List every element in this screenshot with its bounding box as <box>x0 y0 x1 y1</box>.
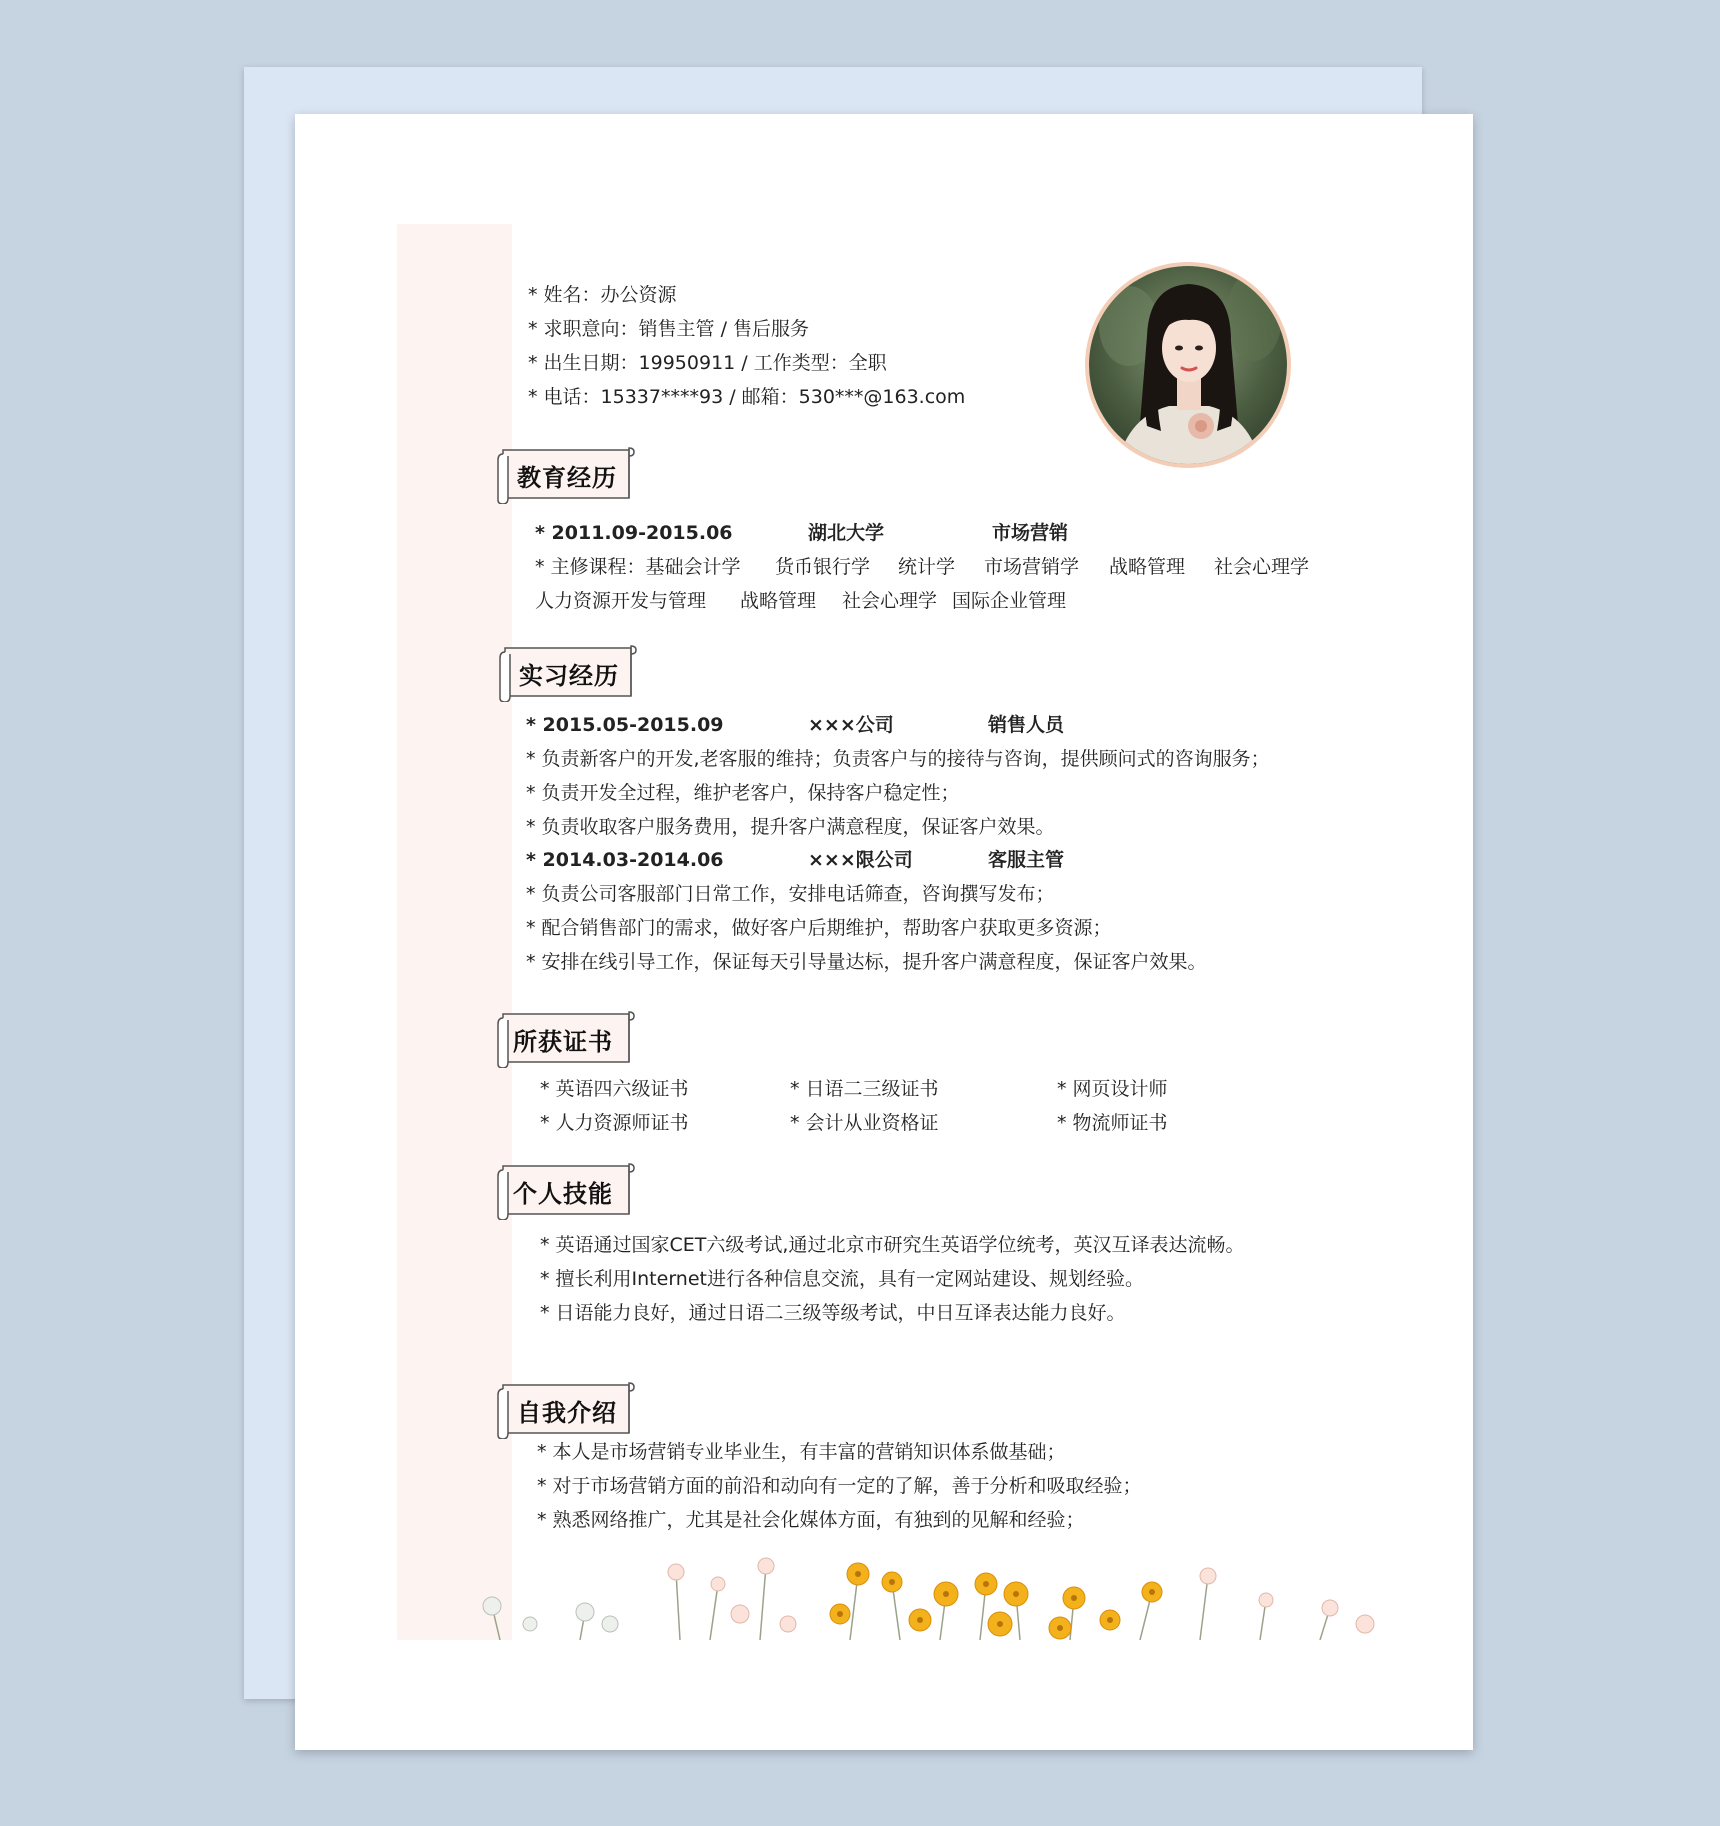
course-item: 战略管理 <box>740 590 817 612</box>
certificate-item: * 网页设计师 <box>1057 1078 1168 1100</box>
job2-duty: * 安排在线引导工作，保证每天引导量达标，提升客户满意程度，保证客户效果。 <box>526 951 1207 973</box>
skill-item: * 日语能力良好，通过日语二三级等级考试，中日互译表达能力良好。 <box>540 1302 1126 1324</box>
section-title-certificates: 所获证书 <box>513 1028 613 1056</box>
course-item: 市场营销学 <box>984 556 1080 578</box>
section-tab-education <box>497 446 637 504</box>
certificate-item: * 会计从业资格证 <box>790 1112 939 1134</box>
name-line: * 姓名：办公资源 <box>528 284 677 306</box>
profile-photo <box>1085 262 1291 468</box>
edu-courses-label: * 主修课程：基础会计学 <box>535 556 741 578</box>
course-item: 国际企业管理 <box>952 590 1067 612</box>
course-item: 战略管理 <box>1109 556 1186 578</box>
section-title-intro: 自我介绍 <box>517 1399 617 1427</box>
section-title-education: 教育经历 <box>517 464 617 492</box>
job1-duty: * 负责收取客户服务费用，提升客户满意程度，保证客户效果。 <box>526 816 1055 838</box>
job1-duty: * 负责新客户的开发,老客服的维持；负责客户与的接待与咨询，提供顾问式的咨询服务； <box>526 748 1270 770</box>
course-item: 社会心理学 <box>1214 556 1310 578</box>
job1-company: ×××公司 <box>808 714 894 736</box>
job2-duty: * 配合销售部门的需求，做好客户后期维护，帮助客户获取更多资源； <box>526 917 1112 939</box>
skill-item: * 英语通过国家CET六级考试,通过北京市研究生英语学位统考，英汉互译表达流畅。 <box>540 1234 1245 1256</box>
course-item: 货币银行学 <box>775 556 871 578</box>
course-item: 社会心理学 <box>842 590 938 612</box>
resume-page <box>380 224 1382 1640</box>
section-tab-intro <box>497 1381 637 1439</box>
left-decor-stripe <box>397 224 512 1640</box>
edu-school: 湖北大学 <box>808 522 885 544</box>
section-tab-certificates <box>497 1010 637 1068</box>
section-tab-internship <box>499 644 639 702</box>
job1-role: 销售人员 <box>988 714 1065 736</box>
intro-item: * 对于市场营销方面的前沿和动向有一定的了解，善于分析和吸取经验； <box>537 1475 1142 1497</box>
edu-period: * 2011.09-2015.06 <box>535 522 733 544</box>
edu-major: 市场营销 <box>992 522 1069 544</box>
skill-item: * 擅长利用Internet进行各种信息交流，具有一定网站建设、规划经验。 <box>540 1268 1144 1290</box>
section-tab-skills <box>497 1162 637 1220</box>
job2-company: ×××限公司 <box>808 849 913 871</box>
certificate-item: * 英语四六级证书 <box>540 1078 689 1100</box>
certificate-item: * 人力资源师证书 <box>540 1112 689 1134</box>
birth-line: * 出生日期：19950911 / 工作类型：全职 <box>528 352 887 374</box>
portrait-image <box>1089 266 1287 464</box>
job2-period: * 2014.03-2014.06 <box>526 849 724 871</box>
intro-item: * 熟悉网络推广，尤其是社会化媒体方面，有独到的见解和经验； <box>537 1509 1085 1531</box>
flower-decoration <box>380 1554 1382 1640</box>
course-item: 统计学 <box>898 556 956 578</box>
certificate-item: * 日语二三级证书 <box>790 1078 939 1100</box>
course-item: 人力资源开发与管理 <box>535 590 707 612</box>
job1-period: * 2015.05-2015.09 <box>526 714 724 736</box>
job1-duty: * 负责开发全过程，维护老客户，保持客户稳定性； <box>526 782 960 804</box>
intro-item: * 本人是市场营销专业毕业生，有丰富的营销知识体系做基础； <box>537 1441 1066 1463</box>
job2-duty: * 负责公司客服部门日常工作，安排电话筛查，咨询撰写发布； <box>526 883 1055 905</box>
contact-line: * 电话：15337****93 / 邮箱：530***@163.com <box>528 386 966 408</box>
section-title-internship: 实习经历 <box>519 662 619 690</box>
job2-role: 客服主管 <box>988 849 1065 871</box>
section-title-skills: 个人技能 <box>513 1180 613 1208</box>
certificate-item: * 物流师证书 <box>1057 1112 1168 1134</box>
intent-line: * 求职意向：销售主管 / 售后服务 <box>528 318 810 340</box>
